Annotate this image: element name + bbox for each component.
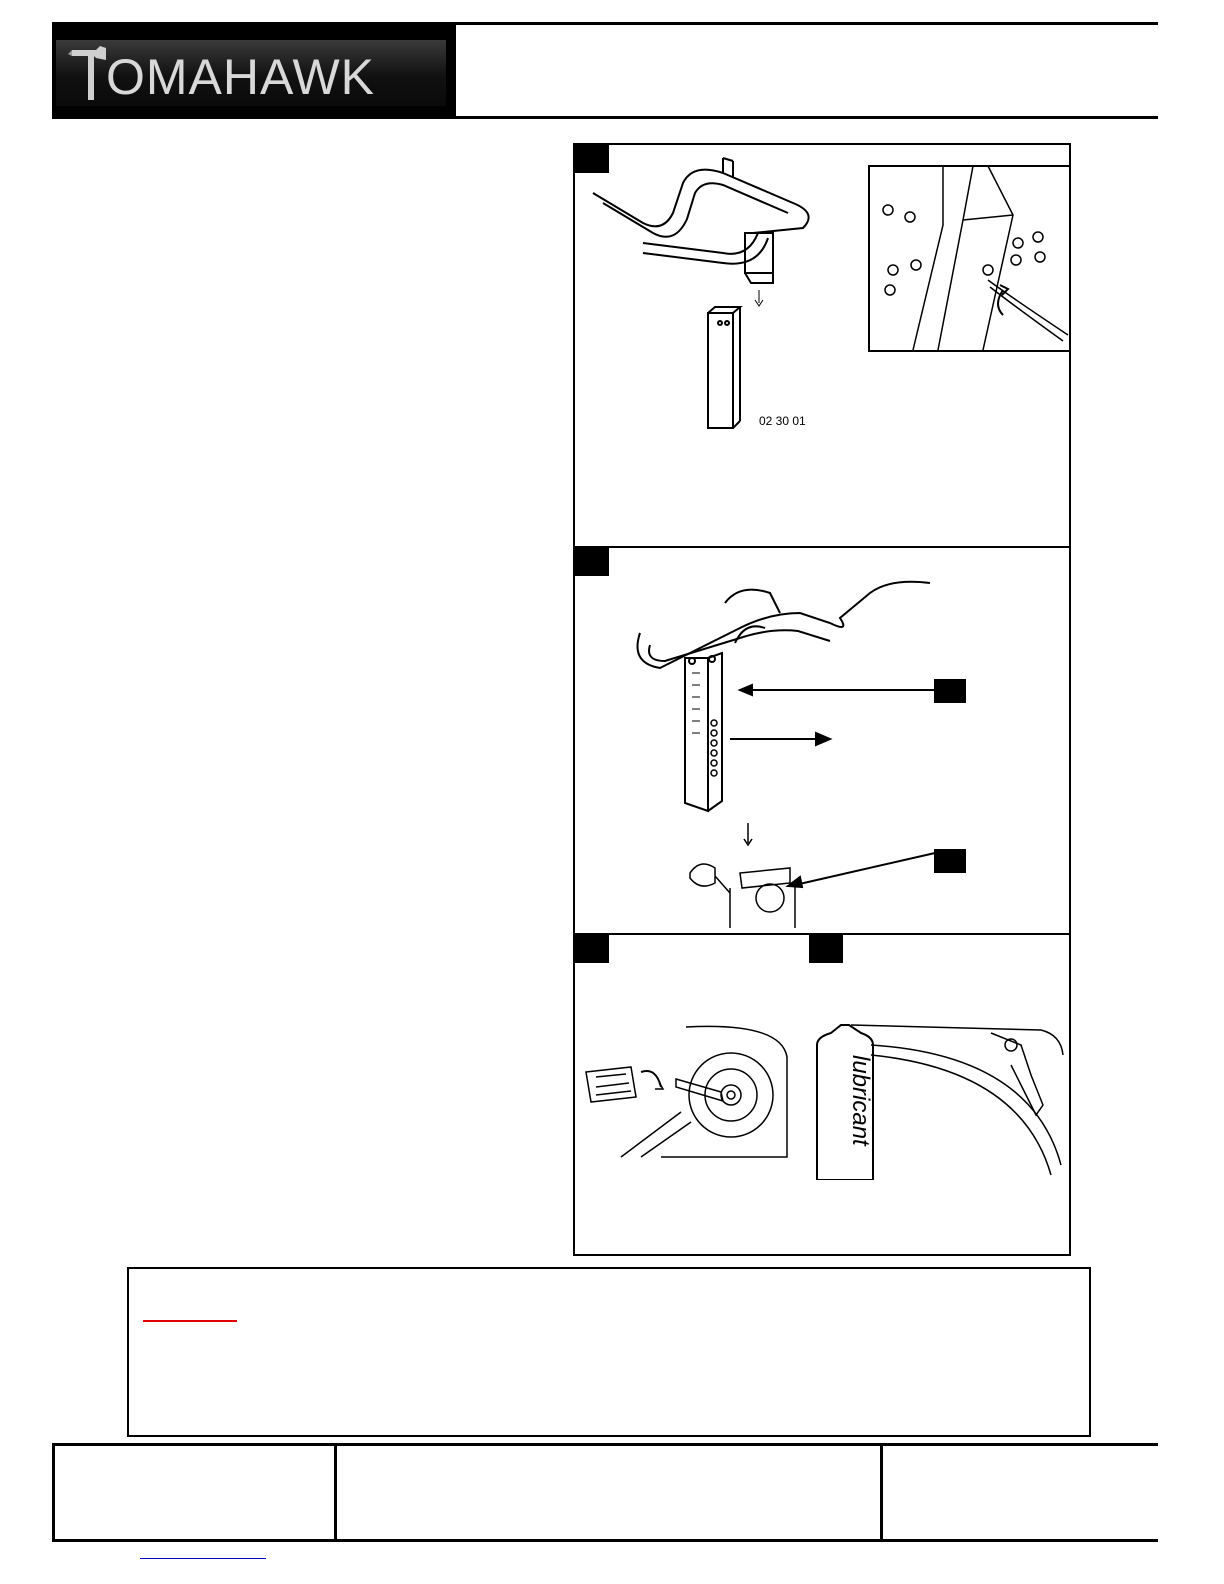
footer-cell-divider-2	[880, 1443, 883, 1542]
lubricant-bottle-label: lubricant	[847, 1055, 874, 1146]
step-badge-3	[575, 935, 609, 963]
step-badge-2	[575, 548, 609, 576]
warning-heading-underline	[143, 1320, 237, 1322]
panel-divider-1	[575, 546, 1069, 548]
footer-cell-divider-left	[52, 1443, 55, 1542]
footer-top-rule	[52, 1443, 1158, 1446]
header-bottom-rule	[52, 116, 1158, 119]
footer-link-underline[interactable]	[140, 1558, 266, 1559]
callout-box-a	[934, 679, 966, 703]
footer-cell-divider-1	[334, 1443, 337, 1542]
lubricant-application-illustration	[811, 1015, 1066, 1180]
handlebar-assembly-illustration	[583, 153, 833, 443]
pedal-installation-illustration	[581, 1017, 789, 1167]
assembly-figure-panel	[573, 143, 1071, 1256]
logo	[52, 24, 456, 119]
logo-wordmark: OMAHAWK	[106, 49, 376, 105]
step-badge-4	[809, 935, 843, 963]
footer-bottom-rule	[52, 1539, 1158, 1542]
warning-box	[127, 1267, 1091, 1437]
seat-post-insertion-illustration	[630, 573, 940, 933]
callout-box-b	[934, 849, 966, 873]
pin-detail-inset	[868, 165, 1071, 352]
logo-plate	[56, 40, 446, 106]
part-code-label: 02 30 01	[759, 414, 806, 428]
